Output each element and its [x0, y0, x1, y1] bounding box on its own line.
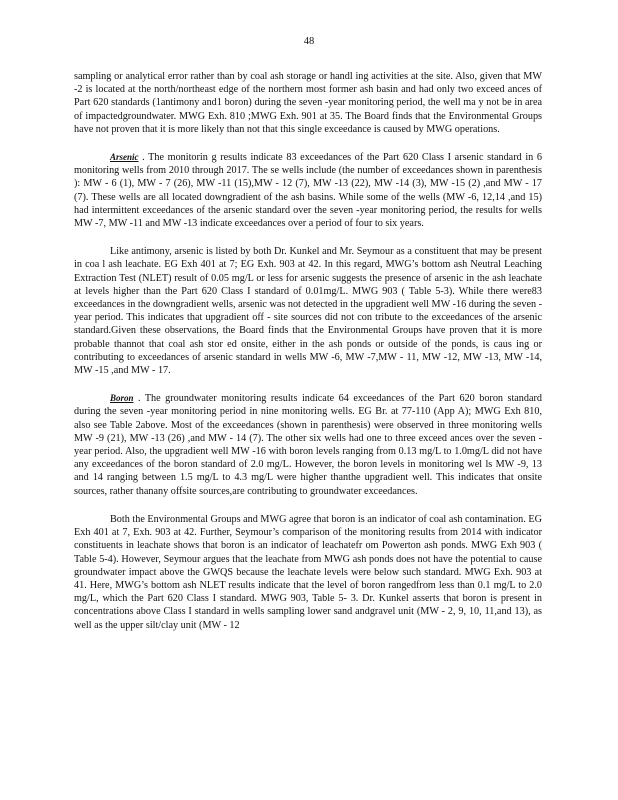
paragraph-arsenic-finding — [74, 245, 542, 377]
paragraph-text: sampling or analytical error rather than by coal ash storage or handl ing activities at the site. Also, given that MW -2 is located at the north/northeast edge of the northern most former ash basin and had only two exceed ances of Part 620 standards (1antimony and1 boron) during the seven -year monitoring period, the well ma y not be in area of impactedgroundwater. MWG Exh. 810 ;MWG Exh. 901 at 35. The Board finds that the Environmental Groups have not proven that it is more likely than not that this single exceedance is caused by MWG operations. — [74, 71, 542, 135]
paragraph-text: Both the Environmental Groups and MWG agree that boron is an indicator of coal ash contamination. EG Exh 401 at 7, Exh. 903 at 42. Further, Seymour’s comparison of the monitoring results from 2014 with indicator constituents in leachate shows that boron is an indicator of leachatefr om Powerton ash ponds. MWG Exh 903 ( Table 5-4). However, Seymour argues that the leachate from MWG ash ponds does not have the potential to cause groundwater impact above the GWQS because the leachate levels were below such standard. MWG Exh. 903 at 41. Here, MWG’s bottom ash NLET results indicate that the level of boron rangedfrom less than 0.1 mg/L to 2.0 mg/L, which the Part 620 Class I standard. MWG 903, Table 5- 3. Dr. Kunkel asserts that boron is present in concentrations above Class I standard in wells sampling lower sand andgravel unit (MW - 2, 9, 10, 11,and 13), as well as the upper silt/clay unit (MW - 12 — [74, 513, 542, 631]
paragraph-antimony-conclusion — [74, 70, 542, 136]
paragraph-text: . The groundwater monitoring results indicate 64 exceedances of the Part 620 boron standard during the seven -year monitoring period in nine monitoring wells. EG Br. at 77-110 (App A); MWG Exh 810, also see Table 2above. Most of the exceedances (shown in parenthesis) were observed in three monitoring wells MW -9 (21), MW -13 (26) ,and MW - 14 (7). The other six wells had one to three exceed ances over the seven -year period. Also, the upgradient well MW -16 with boron levels ranging from 0.13 mg/L to 1.0mg/L did not have any exceedances of the boron standard of 2.0 mg/L. However, the boron levels in monitoring wel ls MW -9, 13 and 14 ranging between 1.5 mg/L to 4.3 mg/L were higher thanthe upgradient well. This indicates that onsite sources, rather thanany offsite sources,are contributing to groundwater exceedances. — [74, 393, 542, 497]
paragraph-boron-indicator — [74, 513, 542, 632]
section-heading-arsenic: Arsenic — [110, 152, 139, 163]
paragraph-text: . The monitorin g results indicate 83 exceedances of the Part 620 Class I arsenic standard in 6 monitoring wells from 2010 through 2017. The se wells include (the number of exceedances shown in parenthesis ): MW - 6 (1), MW - 7 (26), MW -11 (15),MW - 12 (7), MW -13 (22), MW -14 (3), MW -15 (2) ,and MW - 17 (7). These wells are all located downgradient of the ash basins. While some of the wells (MW -6, 12,14 ,and 15) had intermittent exceedances of the arsenic standard over the seven -year monitoring period, the results for wells MW -7, MW -11 and MW -13 indicate exceedances over a period of four to six years. — [74, 152, 542, 230]
paragraph-text: Like antimony, arsenic is listed by both Dr. Kunkel and Mr. Seymour as a constituent that may be present in coa l ash leachate. EG Exh 401 at 7; EG Exh. 903 at 42. In this regard, MWG’s bottom ash Neutral Leaching Extraction Test (NLET) result of 0.05 mg/L or less for arsenic suggests the presence of arsenic in the ash leachate at levels higher than the Part 620 Class I standard of 0.01mg/L. MWG 903 ( Table 5-3). While there were83 exceedances in the downgradient wells, arsenic was not detected in the upgradient well MW -16 during the seven - year period. This indicates that upgradient off - site sources did not con tribute to the exceedances of the arsenic standard.Given these observations, the Board finds that the Environmental Groups have proven that it is more probable thannot that coal ash stor ed onsite, either in the ash ponds or outside of the ponds, is caus ing or contributing to exceedances of arsenic standard in wells MW -6, MW -7,MW - 11, MW -12, MW -13, MW -14, MW -15 ,and MW - 17. — [74, 246, 542, 377]
page-body — [74, 70, 542, 647]
paragraph-boron-results — [74, 392, 542, 498]
paragraph-arsenic-results — [74, 151, 542, 230]
section-heading-boron: Boron — [110, 393, 134, 404]
page-number: 48 — [303, 36, 315, 47]
